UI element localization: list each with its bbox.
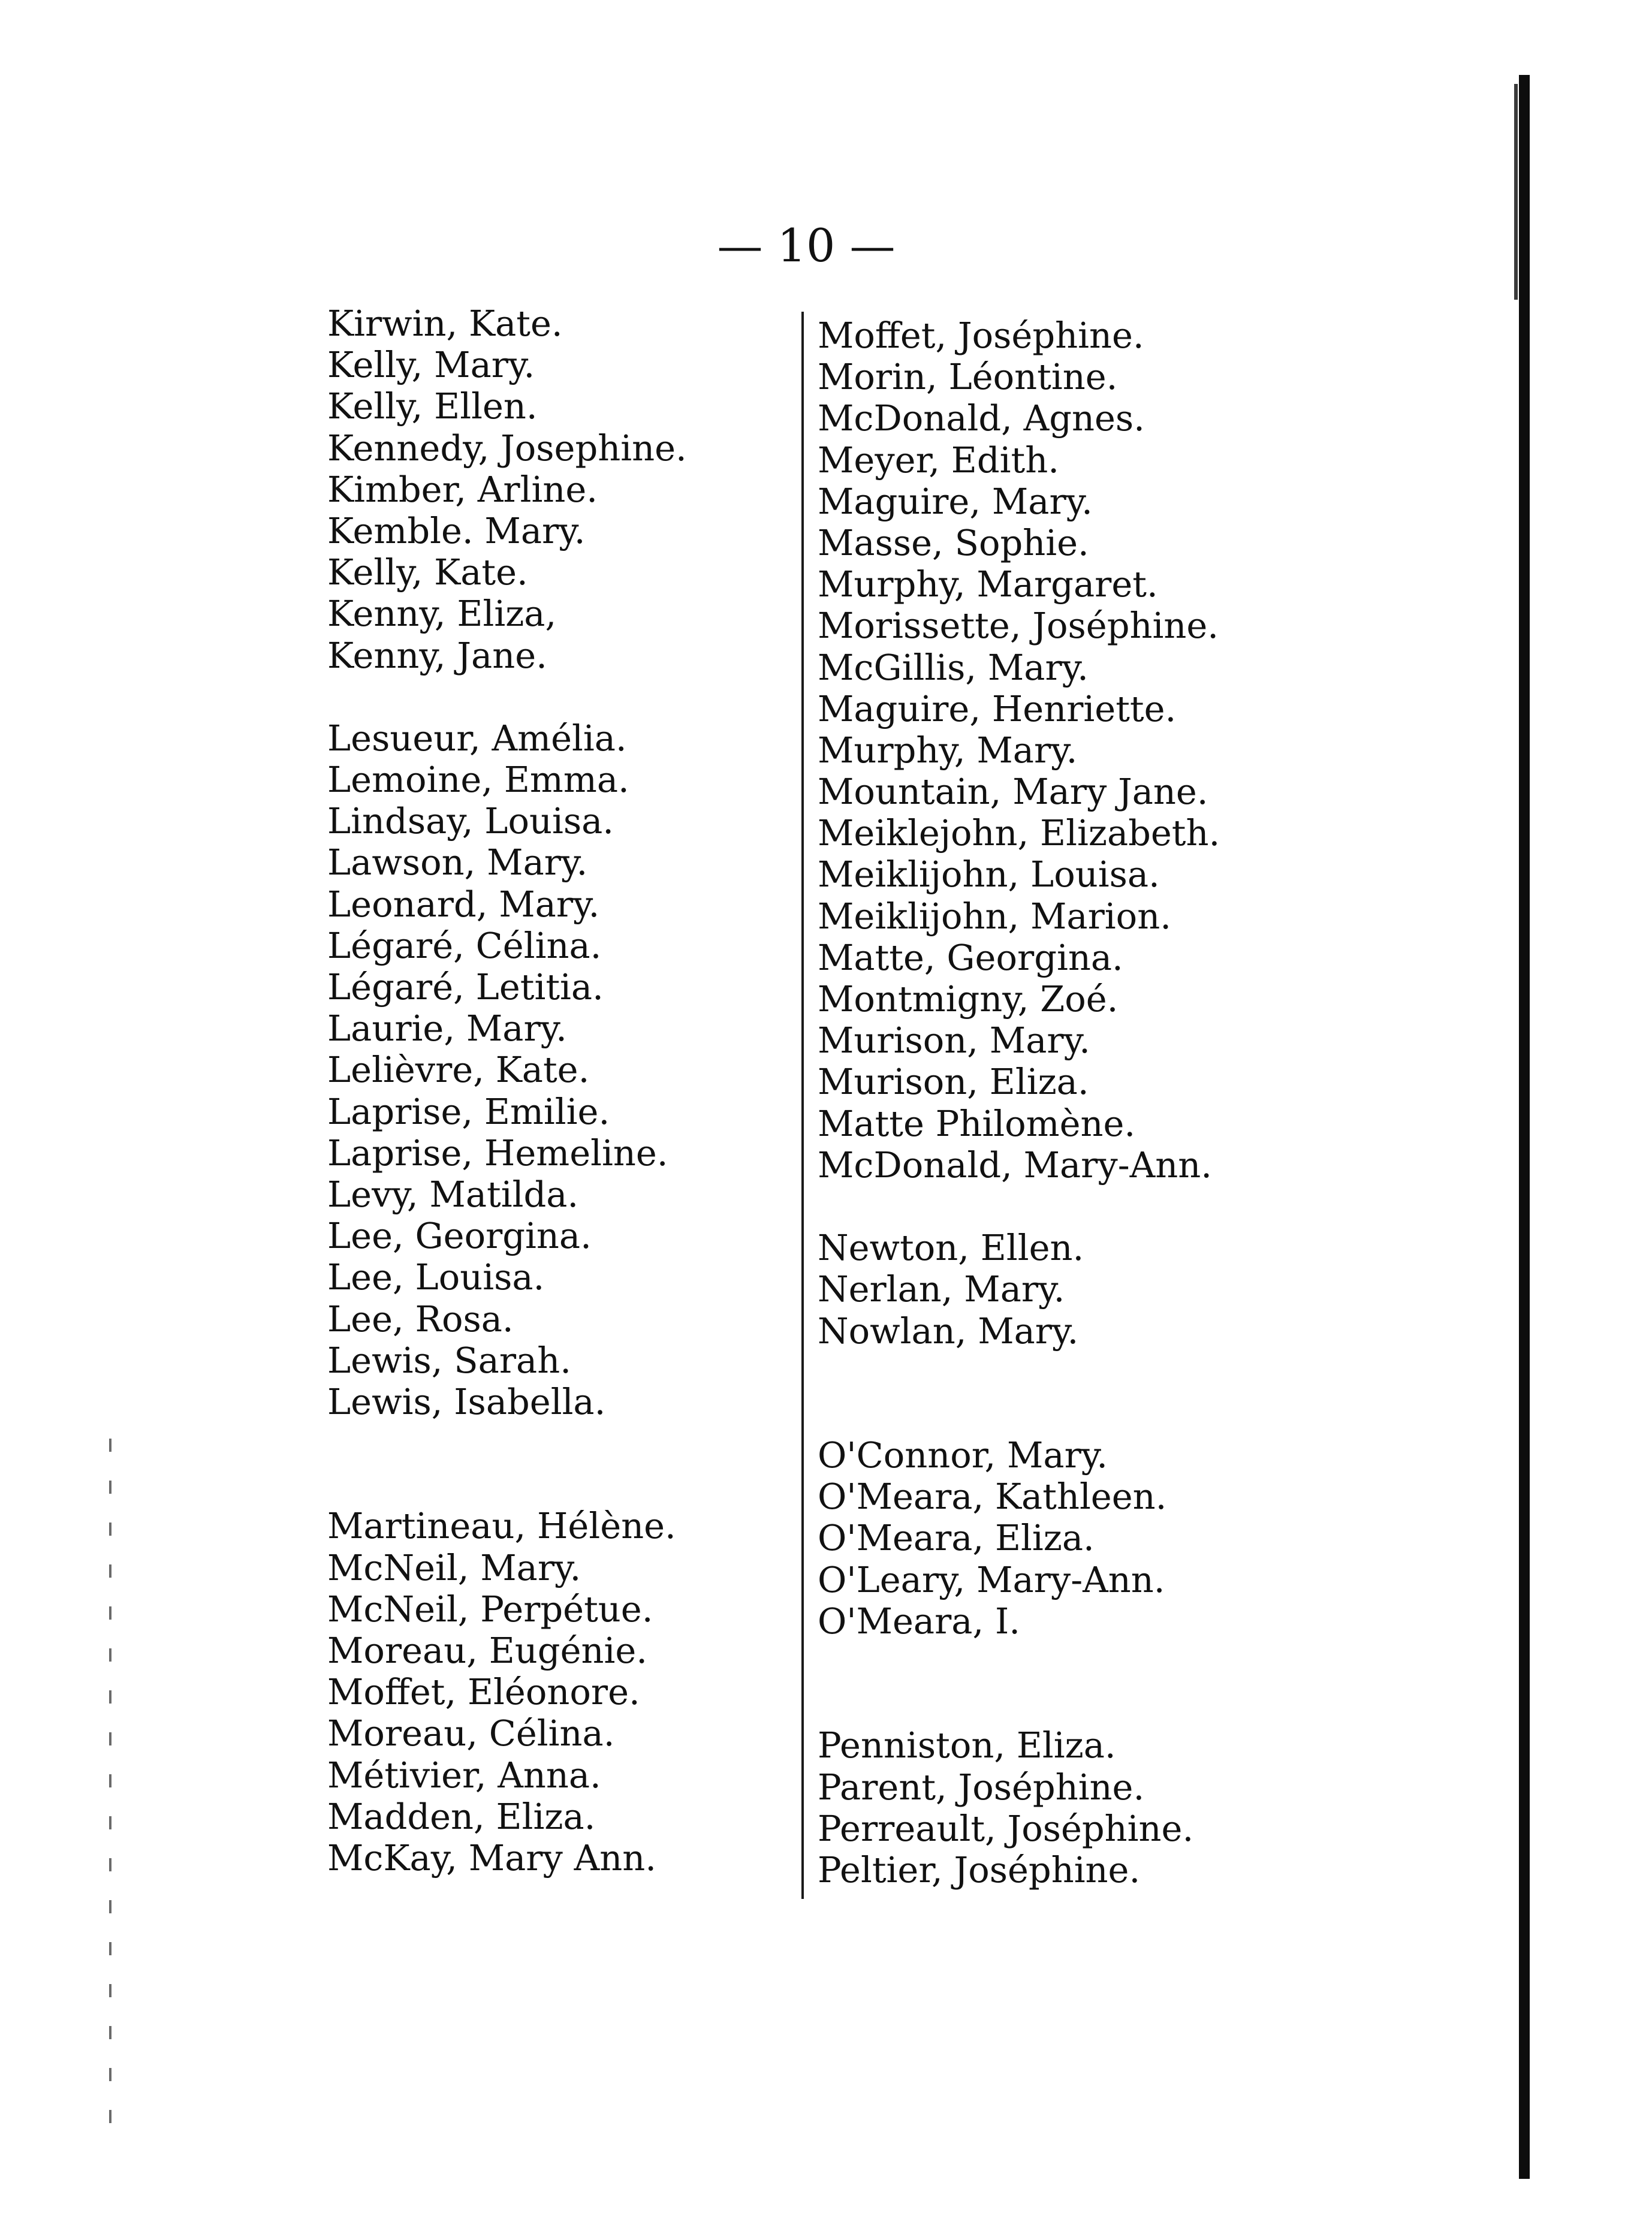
list-spacer xyxy=(818,1393,1309,1434)
name-list-left-column xyxy=(327,303,771,1879)
name-entry: Lemoine, Emma. xyxy=(327,759,629,801)
name-entry: McNeil, Perpétue. xyxy=(327,1588,653,1630)
name-entry: Kemble. Mary. xyxy=(327,509,586,551)
name-entry: McDonald, Agnes. xyxy=(818,397,1145,439)
name-entry: O'Meara, Kathleen. xyxy=(818,1476,1167,1518)
name-entry: Maguire, Mary. xyxy=(818,480,1093,522)
page-binding-edge xyxy=(1519,75,1530,2179)
name-entry: Nerlan, Mary. xyxy=(818,1268,1065,1310)
name-entry: Kelly, Mary. xyxy=(327,344,535,386)
name-entry: Kelly, Kate. xyxy=(327,551,528,593)
name-entry: Lawson, Mary. xyxy=(327,842,588,884)
name-entry: Madden, Eliza. xyxy=(327,1795,596,1837)
name-entry: Lewis, Sarah. xyxy=(327,1339,571,1381)
list-spacer xyxy=(327,1464,771,1505)
name-entry: Kenny, Jane. xyxy=(327,634,547,676)
name-entry: Lee, Georgina. xyxy=(327,1215,592,1257)
name-entry: Moffet, Joséphine. xyxy=(818,315,1144,356)
name-entry: Masse, Sophie. xyxy=(818,521,1089,563)
name-entry: Leonard, Mary. xyxy=(327,883,600,925)
scan-gutter-marks xyxy=(109,1439,111,2134)
name-entry: Kimber, Arline. xyxy=(327,468,598,510)
name-entry: Martineau, Hélène. xyxy=(327,1505,676,1547)
name-entry: Maguire, Henriette. xyxy=(818,688,1177,729)
name-entry: Perreault, Joséphine. xyxy=(818,1807,1194,1849)
name-entry: Kenny, Eliza, xyxy=(327,593,557,635)
name-entry: Murison, Mary. xyxy=(818,1020,1090,1062)
name-entry: Morissette, Joséphine. xyxy=(818,605,1219,647)
list-spacer xyxy=(818,1352,1309,1393)
name-entry: Meyer, Edith. xyxy=(818,439,1059,481)
name-entry: Murphy, Mary. xyxy=(818,729,1078,771)
name-entry: Kirwin, Kate. xyxy=(327,303,563,344)
name-entry: Matte Philomène. xyxy=(818,1102,1136,1144)
name-entry: Morin, Léontine. xyxy=(818,356,1118,398)
name-entry: O'Meara, I. xyxy=(818,1600,1021,1642)
name-entry: Matte, Georgina. xyxy=(818,936,1123,978)
page-binding-shadow xyxy=(1514,84,1518,300)
name-entry: Lelièvre, Kate. xyxy=(327,1049,590,1091)
name-entry: Kennedy, Josephine. xyxy=(327,427,687,469)
name-entry: Meiklejohn, Elizabeth. xyxy=(818,812,1220,854)
name-entry: Lewis, Isabella. xyxy=(327,1380,606,1422)
name-entry: Parent, Joséphine. xyxy=(818,1766,1145,1808)
name-entry: Moreau, Eugénie. xyxy=(327,1630,648,1671)
list-spacer xyxy=(327,1422,771,1464)
name-entry: Lee, Rosa. xyxy=(327,1298,514,1340)
name-entry: Montmigny, Zoé. xyxy=(818,978,1119,1020)
list-spacer xyxy=(818,1186,1309,1227)
name-entry: McKay, Mary Ann. xyxy=(327,1837,656,1879)
name-entry: Laprise, Hemeline. xyxy=(327,1132,668,1174)
list-spacer xyxy=(327,676,771,717)
name-entry: Meiklijohn, Marion. xyxy=(818,895,1171,937)
name-entry: O'Meara, Eliza. xyxy=(818,1517,1095,1559)
name-entry: Kelly, Ellen. xyxy=(327,385,538,427)
name-entry: O'Leary, Mary-Ann. xyxy=(818,1558,1165,1600)
name-entry: Mountain, Mary Jane. xyxy=(818,771,1208,813)
name-entry: Laurie, Mary. xyxy=(327,1008,567,1050)
name-entry: Laprise, Emilie. xyxy=(327,1090,610,1132)
name-entry: Peltier, Joséphine. xyxy=(818,1849,1141,1891)
list-spacer xyxy=(818,1683,1309,1725)
name-entry: McGillis, Mary. xyxy=(818,646,1089,688)
name-list-right-column xyxy=(818,315,1309,1891)
name-entry: Légaré, Célina. xyxy=(327,924,602,966)
name-entry: Lee, Louisa. xyxy=(327,1256,545,1298)
name-entry: O'Connor, Mary. xyxy=(818,1434,1108,1476)
name-entry: Meiklijohn, Louisa. xyxy=(818,854,1160,896)
page-number: — 10 — xyxy=(717,219,896,272)
name-entry: Moreau, Célina. xyxy=(327,1713,615,1754)
name-entry: Murphy, Margaret. xyxy=(818,563,1158,605)
column-divider xyxy=(801,312,804,1899)
name-entry: McNeil, Mary. xyxy=(327,1546,581,1588)
name-entry: Murison, Eliza. xyxy=(818,1061,1089,1103)
name-entry: McDonald, Mary-Ann. xyxy=(818,1144,1213,1186)
name-entry: Métivier, Anna. xyxy=(327,1754,601,1796)
list-spacer xyxy=(818,1642,1309,1683)
name-entry: Newton, Ellen. xyxy=(818,1227,1084,1269)
name-entry: Légaré, Letitia. xyxy=(327,966,604,1008)
name-entry: Penniston, Eliza. xyxy=(818,1725,1116,1766)
name-entry: Nowlan, Mary. xyxy=(818,1310,1079,1352)
name-entry: Moffet, Eléonore. xyxy=(327,1671,640,1713)
name-entry: Levy, Matilda. xyxy=(327,1173,579,1215)
name-entry: Lindsay, Louisa. xyxy=(327,800,614,842)
name-entry: Lesueur, Amélia. xyxy=(327,717,627,759)
